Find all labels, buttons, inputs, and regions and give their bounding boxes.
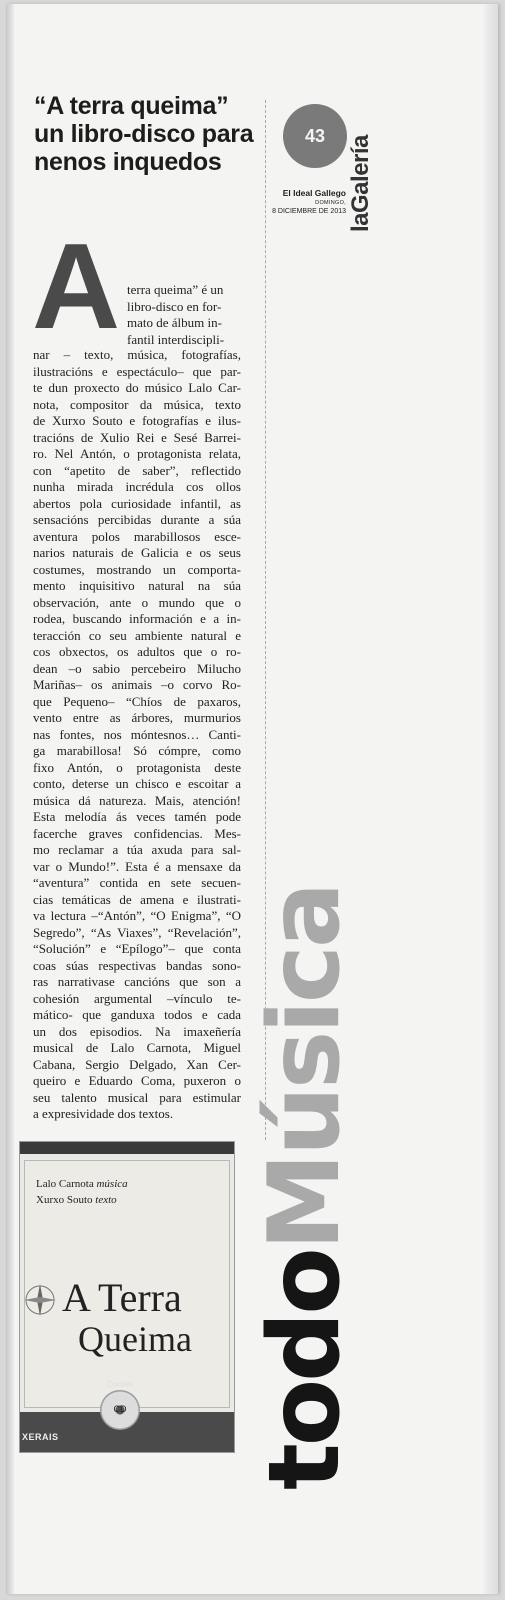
text-line: musical de Lalo Carnota, Miguel bbox=[33, 1040, 241, 1055]
text-line: costumes, mostrando un comporta- bbox=[33, 561, 241, 577]
text-line: tracións de Xulio Rei e Sesé Barrei- bbox=[33, 429, 241, 445]
text-line: nar – texto, música, fotografías, bbox=[33, 347, 241, 362]
text-line: a expresividade dos textos. bbox=[33, 1106, 174, 1121]
text-line: sensacións percibidas durante a súa bbox=[33, 512, 241, 527]
cover-credit-text bbox=[36, 1194, 117, 1206]
cover-cd-label: CD bbox=[113, 1404, 127, 1414]
masthead bbox=[258, 188, 346, 216]
publisher-logo: XERAIS bbox=[22, 1432, 59, 1442]
issue-day: DOMINGO, bbox=[315, 200, 346, 206]
text-line: var o Mundo!”. Esta é a mensaxe da bbox=[33, 858, 241, 874]
cover-conten-label: Contén bbox=[107, 1380, 133, 1389]
text-line: música dá natureza. Mais, atención! bbox=[33, 792, 241, 808]
text-line: abertos pola curiosidade infantil, as bbox=[33, 495, 241, 511]
text-line: ga marabillosa! Só cómpre, como bbox=[33, 743, 241, 758]
feature-title-todo: todo bbox=[248, 1250, 362, 1490]
text-line: facerche graves confidencias. Mes- bbox=[33, 825, 241, 841]
compass-rose-icon bbox=[20, 1280, 60, 1320]
feature-title-musica: Música bbox=[248, 884, 362, 1251]
article-lead-lines bbox=[127, 282, 239, 348]
text-line: dean –o sabio percebeiro Milucho bbox=[33, 660, 241, 676]
text-line: coas súas respectivas bandas sono- bbox=[33, 957, 241, 973]
text-line: mático- que ganduxa todos e cada bbox=[33, 1007, 241, 1022]
text-line: fixo Antón, o protagonista deste bbox=[33, 759, 241, 775]
text-line: Esta melodía ás veces tamén pode bbox=[33, 809, 241, 824]
text-line: narios naturais de Galicia e os seus bbox=[33, 545, 241, 560]
page-edge-right bbox=[484, 4, 498, 1594]
text-line: ras narrativase cancións que son a bbox=[33, 974, 241, 989]
text-line: cias temáticas de amena e ilustrati- bbox=[33, 891, 241, 907]
text-line: con “apetito de saber”, reflectido bbox=[33, 462, 241, 478]
credit-name: Xurxo Souto bbox=[36, 1194, 93, 1206]
article-headline: “A terra queima” un libro-disco para nenos inquedos bbox=[34, 92, 254, 176]
text-line: ilustracións e espectáculo– que par- bbox=[33, 363, 241, 379]
text-line: nas fontes, nos móntesnos… Canti- bbox=[33, 726, 241, 742]
text-line: cos obxectos, os adultos que o ro- bbox=[33, 644, 241, 659]
credit-name: Lalo Carnota bbox=[36, 1178, 94, 1190]
text-line: conto, deterse un chisco e escoitar a bbox=[33, 776, 241, 791]
feature-title bbox=[248, 870, 362, 1490]
text-line: queiro e Eduardo Coma, puxeron o bbox=[33, 1073, 241, 1088]
text-line: aventura polos marabillosos esce- bbox=[33, 528, 241, 544]
text-line: cohesión argumental –vínculo te- bbox=[33, 990, 241, 1006]
text-line: mato de álbum in- bbox=[127, 315, 222, 330]
text-line: seu talento musical para estimular bbox=[33, 1089, 241, 1105]
text-line: teracción co seu ambiente natural e bbox=[33, 627, 241, 643]
text-line: terra queima” é un bbox=[127, 282, 224, 297]
text-line: fantil interdiscipli- bbox=[127, 331, 225, 347]
text-line: un dos episodios. Na imaxeñería bbox=[33, 1023, 241, 1039]
text-line: observación, ante o mundo que o bbox=[33, 594, 241, 610]
cover-title-line1: A Terra bbox=[62, 1275, 182, 1320]
text-line: ro. Nel Antón, o protagonista relata, bbox=[33, 446, 241, 461]
text-line: “Solución” e “Epílogo”– que conta bbox=[33, 941, 241, 956]
text-line: vento entre as árbores, murmurios bbox=[33, 710, 241, 725]
page-edge-left bbox=[6, 4, 14, 1594]
page-number-badge: 43 bbox=[283, 104, 347, 168]
text-line: Segredo”, “As Viaxes”, “Revelación”, bbox=[33, 924, 241, 940]
text-line: nota, compositor da música, texto bbox=[33, 396, 241, 412]
text-line: mo reclamar a túa axuda para sal- bbox=[33, 842, 241, 857]
drop-cap: A bbox=[31, 240, 121, 328]
cover-credit-music bbox=[36, 1178, 128, 1190]
text-line: nunha mirada incrédula cos ollos bbox=[33, 479, 241, 494]
text-line: que Pequeno– “Chíos de paxaros, bbox=[33, 693, 241, 709]
credit-role: música bbox=[96, 1178, 128, 1190]
text-line: mento inquisitivo natural na súa bbox=[33, 578, 241, 593]
newspaper-name: El Ideal Gallego bbox=[282, 188, 346, 198]
text-line: “aventura” contida en sete secuen- bbox=[33, 875, 241, 890]
text-line: libro-disco en for- bbox=[127, 298, 222, 314]
article-body bbox=[33, 347, 241, 1123]
text-line: Cabana, Sergio Delgado, Xan Cer- bbox=[33, 1056, 241, 1072]
section-label: laGalería bbox=[347, 135, 374, 232]
cover-title-line2: Queima bbox=[78, 1319, 192, 1359]
cover-top-band bbox=[20, 1142, 234, 1154]
text-line: te dun proxecto do músico Lalo Car- bbox=[33, 380, 241, 395]
issue-date: 8 DICIEMBRE DE 2013 bbox=[272, 208, 346, 215]
credit-role: texto bbox=[95, 1194, 117, 1206]
album-cover-image bbox=[19, 1141, 235, 1453]
text-line: de Xurxo Souto e fotografías e ilus- bbox=[33, 413, 241, 428]
text-line: rodea, buscando información e a in- bbox=[33, 611, 241, 626]
text-line: Mariñas– os animais –o corvo Ro- bbox=[33, 677, 241, 692]
text-line: va lectura –“Antón”, “O Enigma”, “O bbox=[33, 908, 241, 923]
